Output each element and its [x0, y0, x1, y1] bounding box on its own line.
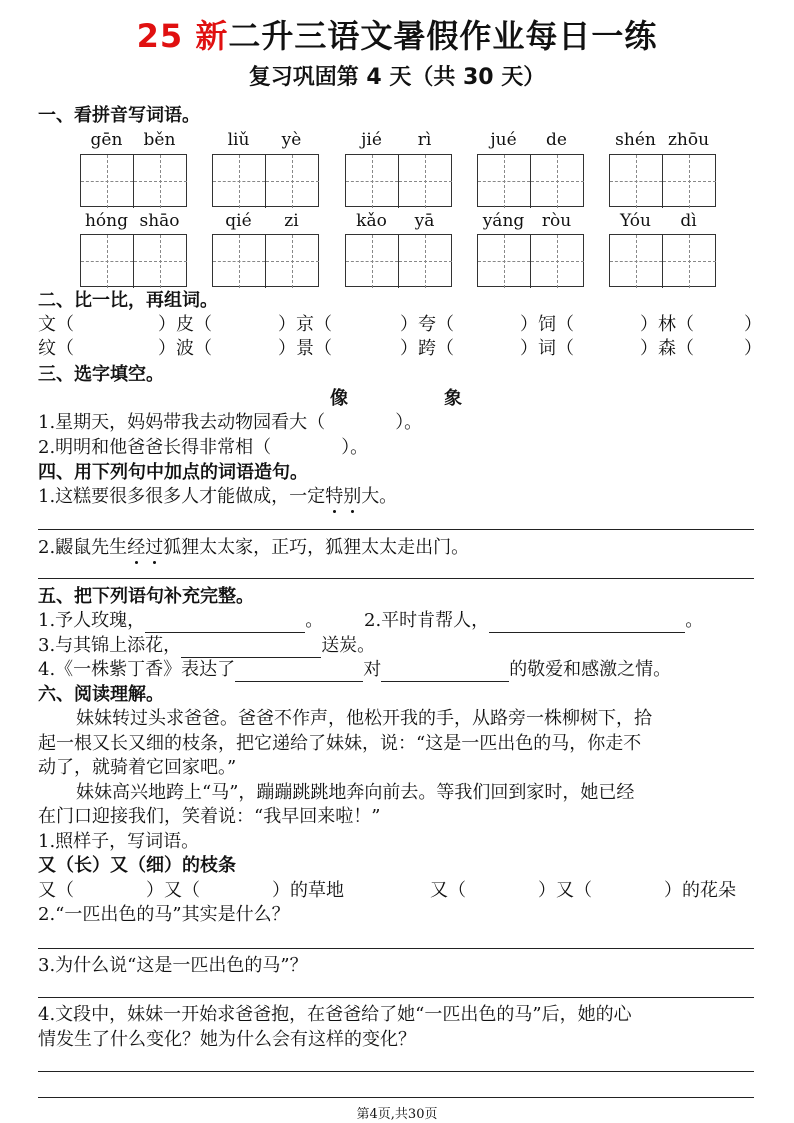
answer-line[interactable]: [38, 1071, 754, 1072]
compare-part: 文（: [38, 314, 74, 335]
reading-question-3: 3.为什么说“这是一匹出色的马”？: [38, 955, 308, 976]
complete-blank-4b[interactable]: [381, 659, 509, 682]
page-number: 第4页,共30页: [356, 1107, 438, 1122]
sentence-question-2-end: 狐狸太太家，正巧，狐狸太太走出门。: [163, 537, 470, 558]
dotted-char: 过: [145, 537, 164, 558]
reading-question-1: 1.照样子，写词语。: [38, 831, 200, 852]
phrase-part: ）又（: [538, 880, 592, 901]
sentence-question-1-end: 大。: [361, 486, 398, 507]
complete-question-4-mid: 对: [363, 659, 382, 680]
answer-line[interactable]: [38, 578, 754, 579]
reading-paragraph-2-line-1: 妹妹高兴地跨上“马”，蹦蹦跳跳地奔向前去。等我们回到家时，她已经: [76, 782, 635, 803]
compare-part: ）饲（: [520, 314, 574, 335]
reading-paragraph-1-line-2: 起一根又长又细的枝条，把它递给了妹妹，说：“这是一匹出色的马，你走不: [38, 733, 642, 754]
answer-line[interactable]: [38, 997, 754, 998]
compare-part: ）景（: [278, 338, 332, 359]
compare-part: 纹（: [38, 338, 74, 359]
writing-cell[interactable]: [213, 155, 266, 208]
page-subtitle: 复习巩固第 4 天（共 30 天）: [248, 65, 546, 90]
complete-question-1: [38, 609, 323, 633]
compare-part: ）皮（: [158, 314, 212, 335]
pinyin-syllable: liǔ: [227, 130, 250, 150]
pinyin-syllable: qié: [225, 211, 252, 231]
tianzige-box[interactable]: [345, 234, 452, 287]
writing-cell[interactable]: [213, 235, 266, 288]
tianzige-box[interactable]: [345, 154, 452, 207]
answer-line[interactable]: [38, 1097, 754, 1098]
reading-question-2: 2.“一匹出色的马”其实是什么？: [38, 904, 290, 925]
writing-cell[interactable]: [478, 235, 531, 288]
sentence-question-2: [38, 536, 469, 560]
writing-cell[interactable]: [663, 235, 716, 288]
pinyin-syllable: zi: [284, 211, 299, 231]
writing-cell[interactable]: [399, 235, 452, 288]
phrase-part: 又（: [430, 880, 466, 901]
section3-heading: 三、选字填空。: [38, 364, 164, 385]
complete-question-2-text: 2.平时肯帮人，: [364, 610, 490, 631]
compare-part: ）跨（: [400, 338, 454, 359]
compare-part: ）林（: [640, 314, 694, 335]
complete-question-2-end: 。: [685, 610, 704, 631]
phrase-blank-b: [430, 879, 736, 903]
reading-question-4-line-1: 4.文段中，妹妹一开始求爸爸抱，在爸爸给了她“一匹出色的马”后，她的心: [38, 1004, 632, 1025]
fill-question-2-text: 2.明明和他爸爸长得非常相（: [38, 437, 272, 458]
pinyin-syllable: jié: [361, 130, 382, 150]
dotted-char: 别: [343, 486, 362, 507]
reading-question-4-line-2: 情发生了什么变化？她为什么会有这样的变化？: [38, 1029, 416, 1050]
sentence-question-1-text: 1.这糕要很多很多人才能做成，一定: [38, 486, 326, 507]
pinyin-syllable: de: [546, 130, 567, 150]
title-prefix: 25 新: [136, 17, 229, 55]
complete-blank-4a[interactable]: [235, 659, 363, 682]
reading-paragraph-1-line-1: 妹妹转过头求爸爸。爸爸不作声，他松开我的手，从路旁一株柳树下，拾: [76, 708, 652, 729]
complete-question-3: [38, 634, 375, 658]
section1-heading: 一、看拼音写词语。: [38, 105, 200, 126]
tianzige-box[interactable]: [80, 234, 187, 287]
title-main: 二升三语文暑假作业每日一练: [228, 17, 658, 55]
writing-cell[interactable]: [663, 155, 716, 208]
pinyin-syllable: yáng: [482, 211, 525, 231]
answer-line[interactable]: [38, 529, 754, 530]
writing-cell[interactable]: [610, 155, 663, 208]
writing-cell[interactable]: [478, 155, 531, 208]
fill-question-2-end: ）。: [341, 437, 369, 458]
complete-question-4-end: 的敬爱和感激之情。: [509, 659, 672, 680]
writing-cell[interactable]: [399, 155, 452, 208]
pinyin-syllable: kǎo: [356, 211, 387, 231]
choice-char-2: 象: [444, 388, 462, 409]
fill-question-1-text: 1.星期天，妈妈带我去动物园看大（: [38, 412, 326, 433]
pinyin-syllable: yā: [414, 211, 435, 231]
writing-cell[interactable]: [346, 155, 399, 208]
complete-blank-3[interactable]: [181, 635, 321, 658]
tianzige-box[interactable]: [477, 154, 584, 207]
phrase-blank-a: [38, 879, 344, 903]
pinyin-syllable: yè: [281, 130, 302, 150]
complete-question-3-end: 送炭。: [321, 635, 376, 656]
writing-cell[interactable]: [346, 235, 399, 288]
complete-question-1-end: 。: [305, 610, 324, 631]
page-title: [0, 14, 794, 58]
pinyin-syllable: ròu: [541, 211, 572, 231]
phrase-part: ）又（: [146, 880, 200, 901]
dotted-char: 特: [325, 486, 344, 507]
pinyin-syllable: shāo: [139, 211, 180, 231]
writing-cell[interactable]: [531, 235, 584, 288]
section5-heading: 五、把下列语句补充完整。: [38, 586, 254, 607]
pinyin-syllable: jué: [490, 130, 517, 150]
complete-question-2: [364, 609, 703, 633]
pinyin-syllable: gēn: [90, 130, 123, 150]
tianzige-box[interactable]: [609, 234, 716, 287]
compare-part: ）: [744, 314, 762, 335]
example-phrase: 又（长）又（细）的枝条: [38, 855, 236, 876]
writing-cell[interactable]: [266, 235, 319, 288]
phrase-part: ）的花朵: [664, 880, 736, 901]
phrase-part: ）的草地: [272, 880, 344, 901]
tianzige-box[interactable]: [609, 154, 716, 207]
fill-question-2: [38, 436, 368, 460]
pinyin-syllable: shén: [615, 130, 656, 150]
compare-part: ）词（: [520, 338, 574, 359]
section4-heading: 四、用下列句中加点的词语造句。: [38, 462, 308, 483]
compare-part: ）夸（: [400, 314, 454, 335]
pinyin-syllable: dì: [680, 211, 697, 231]
writing-cell[interactable]: [531, 155, 584, 208]
complete-blank-2[interactable]: [489, 610, 685, 633]
answer-line[interactable]: [38, 948, 754, 949]
writing-cell[interactable]: [134, 235, 187, 288]
fill-question-1: [38, 411, 422, 435]
tianzige-box[interactable]: [80, 154, 187, 207]
tianzige-box[interactable]: [212, 154, 319, 207]
sentence-question-2-text: 2.鼹鼠先生: [38, 537, 128, 558]
compare-part: ）: [744, 338, 762, 359]
fill-question-1-end: ）。: [395, 412, 423, 433]
reading-paragraph-2-line-2: 在门口迎接我们，笑着说：“我早回来啦！”: [38, 806, 381, 827]
reading-paragraph-1-line-3: 动了，就骑着它回家吧。”: [38, 757, 237, 778]
section6-heading: 六、阅读理解。: [38, 684, 164, 705]
pinyin-syllable: hóng: [84, 211, 128, 231]
writing-cell[interactable]: [81, 235, 134, 288]
complete-question-4: [38, 658, 671, 682]
complete-blank-1[interactable]: [145, 610, 305, 633]
complete-question-1-text: 1.予人玫瑰，: [38, 610, 146, 631]
complete-question-4-text: 4.《一株紫丁香》表达了: [38, 659, 236, 680]
complete-question-3-text: 3.与其锦上添花，: [38, 635, 182, 656]
section2-heading: 二、比一比，再组词。: [38, 290, 218, 311]
pinyin-syllable: Yóu: [620, 211, 651, 231]
phrase-part: 又（: [38, 880, 74, 901]
sentence-question-1: [38, 485, 397, 509]
compare-part: ）波（: [158, 338, 212, 359]
writing-cell[interactable]: [81, 155, 134, 208]
writing-cell[interactable]: [134, 155, 187, 208]
tianzige-box[interactable]: [477, 234, 584, 287]
pinyin-syllable: zhōu: [667, 130, 710, 150]
compare-part: ）京（: [278, 314, 332, 335]
writing-cell[interactable]: [610, 235, 663, 288]
tianzige-box[interactable]: [212, 234, 319, 287]
compare-part: ）森（: [640, 338, 694, 359]
choice-char-1: 像: [330, 388, 348, 409]
writing-cell[interactable]: [266, 155, 319, 208]
pinyin-syllable: rì: [417, 130, 432, 150]
pinyin-syllable: běn: [143, 130, 176, 150]
dotted-char: 经: [127, 537, 146, 558]
